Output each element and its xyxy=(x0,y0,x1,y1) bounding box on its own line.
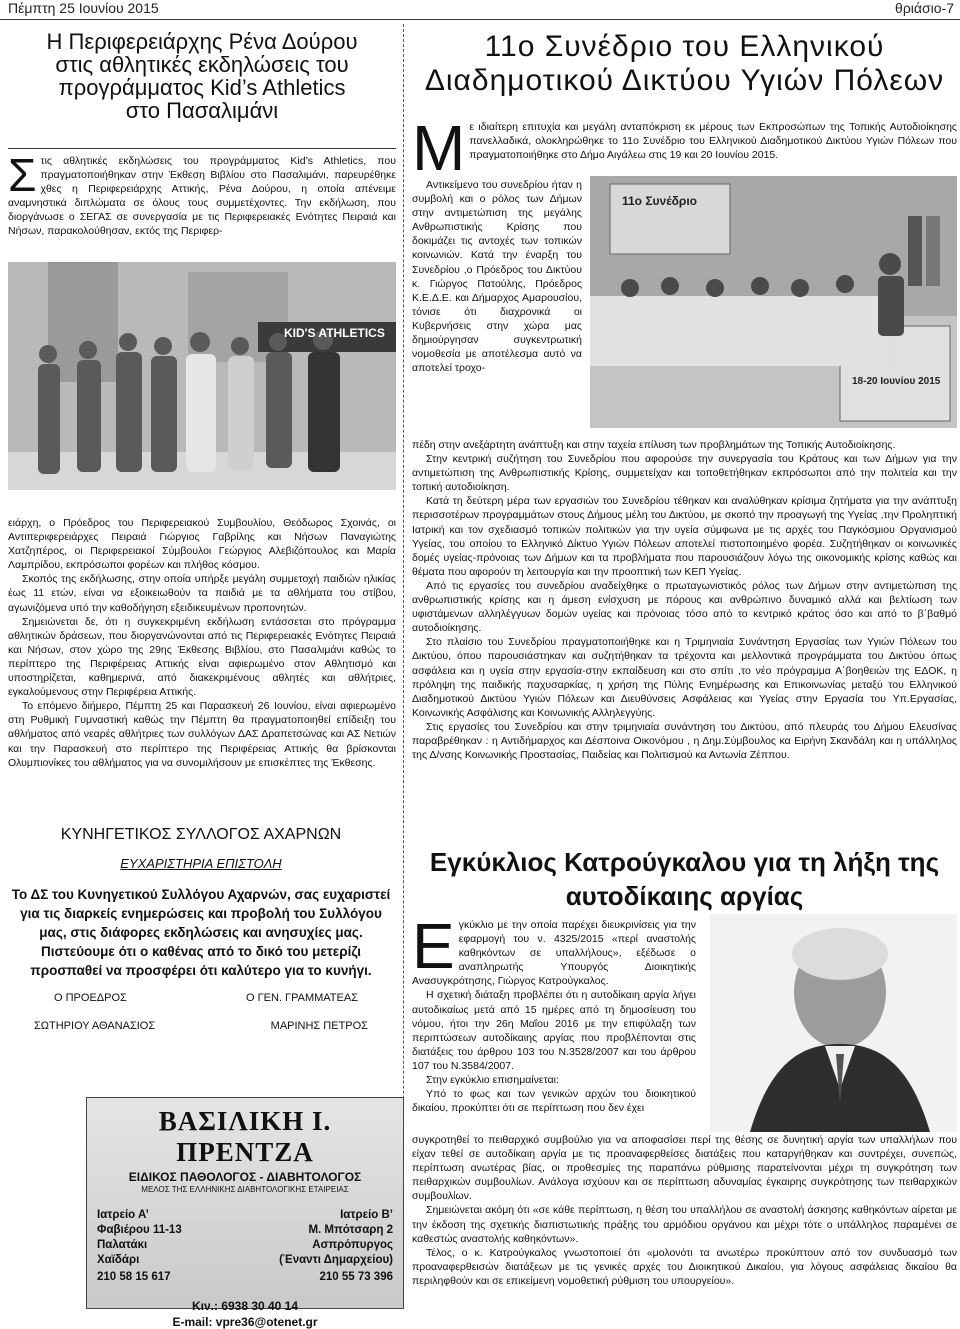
office-b-street: Μ. Μπότσαρη 2 xyxy=(308,1224,393,1236)
doctor-membership: ΜΕΛΟΣ ΤΗΣ ΕΛΛΗΝΙΚΗΣ ΔΙΑΒΗΤΟΛΟΓΙΚΗΣ ΕΤΑΙΡΕΙΑΣ xyxy=(141,1185,349,1194)
office-columns xyxy=(97,1208,393,1285)
congress-paragraph: Κατά τη δεύτερη μέρα των εργασιών του Συνεδρίου τέθηκαν και αναλύθηκαν κρίσιμα ζητήματα για την ανάπτυξη περισσοτέρων προγραμμάτων στους Δήμους μέλη του Δικτύου, με σκοπό την προαγωγή της Υγείας ,την Προληπτική Ιατρική και τον σχεδιασμό τοπικών πολιτικών για την υγεία σύμφωνα με τις αρχές του Παγκόσμιου Οργανισμού Υγείας, του οποίου το Ελληνικό Δίκτυο Υγιών Πόλεων αποτελεί πιστοποιημένο φορέα. Συζητήθηκαν οι κοινωνικές δομές υγείας-πρόνοιας των Δήμων και τα προβλήματα που παρουσιάζουν λόγω της οικονομικής κρίσης καθώς και θέματα που αφορούν τη λειτουργία και την προοπτική των ΚΕΠ Υγείας. xyxy=(412,495,957,578)
top-rule xyxy=(0,19,960,20)
congress-banner-dates: 18-20 Ιουνίου 2015 xyxy=(852,376,941,387)
left-paragraph: ειάρχη, ο Πρόεδρος του Περιφερειακού Συμβουλίου, Θεόδωρος Σχοινάς, οι Αντιπεριφερειάρχες Πειραιά Γιώργιος Γαβρίλης και Νήσων Παναγιώτης Χατζηπέρος, οι Περιφερειακοί Σύμβουλοι Γεώργιος Αλεβιζόπουλος και Μαρία Λαμπρίδου, εκπρόσωποι φορέων και πλήθος κόσμου. xyxy=(8,517,396,572)
doctor-mobile: Κιν.: 6938 30 40 14 xyxy=(191,1299,299,1313)
left-body xyxy=(8,516,396,770)
left-paragraph: Το επόμενο διήμερο, Πέμπτη 25 και Παρασκευή 26 Ιουνίου, είναι αφιερωμένο στη Ρυθμική Γυμναστική καθώς την Πέμπτη θα πραγματοποιηθεί επίδειξη του αθλήματος από νεαρές αθλήτριες των συλλόγων ΔΑΣ Δραπετσώνας και ΑΣ Νετιών και την Παρασκευή στο περίπτερο της Περιφέρειας Αττικής θα βρίσκονται Ολυμπιονίκες του αθλήματος για να συνομιλήσουν με επισκέπτες της Έκθεσης. xyxy=(8,700,396,769)
left-paragraph: Σημειώνεται δε, ότι η συγκεκριμένη εκδήλωση εντάσσεται στο πρόγραμμα αθλητικών δράσεων, που διοργανώνονται από τις Περιφερειακές Ενότητες Πειραιά και Νήσων, στον χώρο της 29ης Έκθεσης Βιβλίου, στο Πασαλιμάνι καθώς το περίπτερο της Περιφέρειας Αττικής είναι αφιερωμένο στον Αθλητισμό και υποστηρίζεται, καθημερινά, από διακεκριμένους αθλητές και αθλήτριες, εγκαλούμενους στην Περιφέρεια Αττικής. xyxy=(8,615,396,699)
hunting-club-title: ΚΥΝΗΓΕΤΙΚΟΣ ΣΥΛΛΟΓΟΣ ΑΧΑΡΝΩΝ xyxy=(60,826,342,843)
hunting-club-notice xyxy=(8,826,394,1032)
doctor-name: ΒΑΣΙΛΙΚΗ Ι. ΠΡΕΝΤΖΑ xyxy=(158,1106,332,1167)
circular-paragraph: Τέλος, ο κ. Κατρούγκαλος γνωστοποιεί ότι «μολονότι τα ανωτέρω προκύπτουν από τον συνδυασμό των προαναφερθεισών διατάξεων με τις γενικές αρχές του Διοικητικού Δικαίου, για λόγους ασφάλειας δικαίου θα περιληφθούν και σε επικείμενη νομοθετική ρύθμιση του υπουργείου». xyxy=(412,1246,957,1287)
minister-portrait xyxy=(710,914,957,1132)
circular-body xyxy=(412,1133,957,1288)
congress-body xyxy=(412,438,957,762)
conference-illustration xyxy=(590,176,957,428)
congress-paragraph: Στις εργασίες του Συνεδρίου και στην τριμηνιαία συνάντηση του Δικτύου, από πλευράς του Δήμου Ελευσίνας παραβρέθηκαν : η Αντιδήμαρχος και Δέσποινα Οικονόμου , η Δημ.Σύμβουλος κα Ειρήνη Σκανδάλη και η υπάλληλος της Δ/νσης Κοινωνικής Προστασίας, Παιδείας και Πολιτισμού κα Αντωνία Ζέππου. xyxy=(412,720,957,762)
congress-narrow-text: Αντικείμενο του συνεδρίου ήταν η συμβολή και ο ρόλος των Δήμων στην αντιμετώπιση της μεγάλης Ανθρωπιστικής Κρίσης που δοκιμάζει τις αντοχές των τοπικών κοινωνιών. Κατά την έναρξη του Συνεδρίου ,ο Πρόεδρος του Δικτύου κ. Γιώργος Πατούλης, Πρόεδρος Κ.Ε.Δ.Ε. και Δήμαρχος Αμαρουσίου, τόνισε ότι διαχρονικά οι Κυβερνήσεις στην χώρα μας δημιούργησαν συγκεντρωτική νομοθεσία με αποτέλεσμα αυτό να αποτελεί τροχο- xyxy=(412,179,582,375)
left-intro xyxy=(8,149,396,239)
congress-paragraph: Από τις εργασίες του συνεδρίου αναδείχθηκε ο πρωταγωνιστικός ρόλος των Δήμων στην αντιμετώπιση της ανθρωπιστικής κρίσης και η άμεση ενίσχυση με πόρους και ανθρώπινο δυναμικό αλλά και βελτίωση των υφιστάμενων αλληλέγγυων δομών υγείας και πρόνοιας τόσο από το κεντρικό κράτος όσο και από το β΄βαθμό αυτοδιοίκησης. xyxy=(412,579,957,635)
left-title-line: προγράμματος Kid’s Athletics xyxy=(58,75,346,100)
doctor-advertisement xyxy=(86,1097,404,1329)
portrait-illustration xyxy=(710,914,957,1132)
doctor-specialty: ΕΙΔΙΚΟΣ ΠΑΘΟΛΟΓΟΣ - ΔΙΑΒΗΤΟΛΟΓΟΣ xyxy=(128,1170,362,1184)
secretary-role: Ο ΓΕΝ. ΓΡΑΜΜΑΤΕΑΣ xyxy=(245,992,358,1004)
left-intro-text: τις αθλητικές εκδηλώσεις του προγράμματος Kid’s Athletics, που πραγματοποιήθηκαν στην Έκθεση Βιβλίου στο Πασαλιμάνι, παρευρέθηκε χθες η Περιφερειάρχης Αττικής, Ρένα Δούρου, η οποία απένειμε αναμνηστικά διπλώματα σε όλους τους συμμετέχοντες. Την εκδήλωση, που διοργάνωσε ο ΣΕΓΑΣ σε συνεργασία με τις Περιφερειακές Ενότητες Πειραιά και Νήσων, παρακολούθησαν, εκτός της Περιφερ- xyxy=(8,155,396,238)
office-a-phone: 210 58 15 617 xyxy=(97,1271,171,1283)
photo-banner-text: KID'S ATHLETICS xyxy=(284,326,385,340)
circular-paragraph: Η σχετική διάταξη προβλέπει ότι η αυτοδίκαιη αργία λήγει αυτοδικαίως μετά από 15 ημέρες από τη δημοσίευση του νόμου, ήτοι την 26η Μαΐου 2016 με την επιφύλαξη των περιπτώσεων αυτοδίκαιης αργίας που προβλέπονται στις διατάξεις του άρθρου 103 του Ν.3528/2007 και του άρθρου 107 του Ν.3584/2007. xyxy=(412,989,696,1072)
circular-paragraph: Σημειώνεται ακόμη ότι «σε κάθε περίπτωση, η θέση του υπαλλήλου σε αναστολή άσκησης καθηκόντων αίρεται με την έκδοση της σχετικής διαπιστωτικής πράξης του αρμόδιου οργάνου και μέχρι τότε ο υπάλληλος παραμένει σε καθεστώς αναστολής καθηκόντων». xyxy=(412,1204,957,1245)
left-title-rule xyxy=(8,148,396,149)
office-b-phone: 210 55 73 396 xyxy=(319,1271,393,1283)
president-role: Ο ΠΡΟΕΔΡΟΣ xyxy=(54,992,127,1004)
doctor-email: E-mail: vpre36@otenet.gr xyxy=(172,1315,318,1329)
congress-lead-text: ε ιδιαίτερη επιτυχία και μεγάλη ανταπόκριση εκ μέρους των Εκπροσώπων της Τοπικής Αυτοδιοίκησης πανελλαδικά, ολοκληρώθηκε το 11ο Συνέδριο του Ελληνικού Διαδημοτικού Δικτύου Υγιών Πόλεων που πραγματοποιήθηκε στο Δήμο Αιγάλεω στις 19 και 20 Ιουνίου 2015. xyxy=(469,121,957,162)
secretary-name: ΜΑΡΙΝΗΣ ΠΕΤΡΟΣ xyxy=(270,1020,368,1032)
congress-lead xyxy=(412,112,957,184)
office-b-label: Ιατρείο Β’ xyxy=(340,1209,393,1221)
issue-date: Πέμπτη 25 Ιουνίου 2015 xyxy=(8,0,159,16)
president-name: ΣΩΤΗΡΙΟΥ ΑΘΑΝΑΣΙΟΣ xyxy=(34,1020,156,1032)
left-title-line: Η Περιφερειάρχης Ρένα Δούρου xyxy=(46,29,358,54)
circular-dropcap: Ε xyxy=(412,910,455,982)
circular-lead xyxy=(412,910,696,988)
circular-paragraph: Υπό το φως και των γενικών αρχών του διοικητικού δικαίου, προκύπτει ότι σε περίπτωση που δεν έχει xyxy=(412,1088,696,1115)
office-a-area1: Παλατάκι xyxy=(97,1239,148,1251)
circular-paragraph: Στην εγκύκλιο επισημαίνεται: xyxy=(426,1074,559,1087)
office-a-area2: Χαϊδάρι xyxy=(97,1254,140,1266)
thank-you-body-2: Πιστεύουμε ότι ο καθένας από το δικό του μετερίζι προσπαθεί να προσφέρει ότι καλύτερο για το κυνήγι. xyxy=(30,944,372,978)
congress-paragraph: πέδη στην ανεξάρτητη ανάπτυξη και στην ταχεία επίλυση των προβλημάτων της Τοπικής Αυτοδιοίκησης. xyxy=(412,439,896,451)
signature-roles xyxy=(54,992,358,1004)
congress-paragraph: Στην κεντρική συζήτηση του Συνεδρίου που αφορούσε την συνεργασία του Κράτους και των Δήμων για την αντιμετώπιση της Ανθρωπιστικής Κρίσης, συμμετείχαν και τοποθετήθηκαν εκπρόσωποι από την πολιτεία και την τοπική αυτοδιοίκηση. xyxy=(412,453,957,494)
circular-lead-text: γκύκλιο με την οποία παρέχει διευκρινίσεις για την εφαρμογή του ν. 4325/2015 «περί αναστολής καθηκόντων σε υπαλλήλους», εξέδωσε ο αναπληρωτής Υπουργός Διοικητικής Ανασυγκρότησης, Γιώργος Κατρούγκαλος. xyxy=(412,919,696,988)
left-title-line: στις αθλητικές εκδηλώσεις του xyxy=(55,52,349,77)
thank-you-body-1: Το ΔΣ του Κυνηγετικού Συλλόγου Αχαρνών, σας ευχαριστεί για τις διαρκείς ενημερώσεις και προβολή του Συλλόγου μας, στις διάφορες εκδηλώσεις και ανησυχίες μας. xyxy=(11,887,391,940)
signature-names xyxy=(34,1020,368,1032)
people-illustration xyxy=(8,262,396,490)
office-a-street: Φαβιέρου 11-13 xyxy=(97,1224,182,1236)
left-paragraph: Σκοπός της εκδήλωσης, στην οποία υπήρξε μεγάλη συμμετοχή παιδιών ηλικίας έως 11 ετών, είναι να εξοικειωθούν τα παιδιά με τα αθλήματα του στίβου, αγωνιζόμενα υπό την καθοδήγηση εξειδικευμένων προπονητών. xyxy=(8,573,396,614)
office-b xyxy=(279,1208,393,1285)
office-b-area1: Ασπρόπυργος xyxy=(312,1239,393,1251)
office-a xyxy=(97,1208,182,1285)
office-b-area2: (Έναντι Δημαρχείου) xyxy=(279,1254,393,1266)
circular-narrow-column xyxy=(412,910,696,1115)
congress-banner-text: 11ο Συνέδριο xyxy=(622,194,697,208)
right-article-title: 11ο Συνέδριο του Ελληνικού Διαδημοτικού Δικτύου Υγιών Πόλεων xyxy=(424,30,945,97)
circular-article-title: Εγκύκλιος Κατρούγκαλου για τη λήξη της αυτοδίκαιης αργίας xyxy=(429,847,940,911)
congress-photo xyxy=(590,176,957,428)
office-a-label: Ιατρείο Α’ xyxy=(97,1209,149,1221)
left-title-line: στο Πασαλιμάνι xyxy=(125,98,279,123)
athletics-photo xyxy=(8,262,396,490)
circular-paragraph: συγκροτηθεί το πειθαρχικό συμβούλιο για να αποφασίσει περί της θέσης σε δυνητική αργία των υπαλλήλων που είχαν τεθεί σε αυτοδίκαιη αργία με τις προαναφερθείσες διατάξεις που καταργήθηκαν και συντρέχει, συνεπώς, περίπτωση ανωτέρας βίας, οι προθεσμίες της παραπάνω ρύθμισης παρατείνονται μέχρι τη συγκρότηση των πειθαρχικών συμβουλίων. Ανάλογα ισχύουν και σε περίπτωση αδυναμίας έγκαιρης συγκρότησης των πειθαρχικών συμβουλίων. xyxy=(412,1134,957,1203)
congress-narrow-column xyxy=(412,178,582,375)
congress-dropcap: Μ xyxy=(412,112,466,184)
left-dropcap: Σ xyxy=(8,149,37,201)
congress-paragraph: Στο πλαίσιο του Συνεδρίου πραγματοποιήθηκε και η Τριμηνιαία Συνάντηση Εργασίας των Υγιών Πόλεων του Δικτύου, όπου παρουσιάστηκαν και συζητήθηκαν τα τρέχοντα και μελλοντικά προγράμματα του Δικτύου όπως ασφάλεια και η υγεία στην εργασία-στην εκπαίδευση και στο σπίτι ,το νέο πρόγραμμα Α΄βοηθειών της ΕΔΟΚ, η πρόληψη της παιδικής παχυσαρκίας, η χρήση της Πύλης Ενημέρωσης και Επικοινωνίας μεταξύ του Ελληνικού Διαδημοτικού Δικτύου Υγιών Πόλεων και Διευθύνσεις Ασφάλειας και Υγείας στην Εργασία του Υπ.Εργασίας, Κοινωνικής Ασφάλισης και Κοινωνικής Αλληλεγγύης. xyxy=(412,636,957,719)
thank-you-letter-heading: ΕΥΧΑΡΙΣΤΗΡΙΑ ΕΠΙΣΤΟΛΗ xyxy=(120,856,282,871)
page-label: θριάσιο-7 xyxy=(895,0,954,16)
left-article-title xyxy=(8,30,396,122)
